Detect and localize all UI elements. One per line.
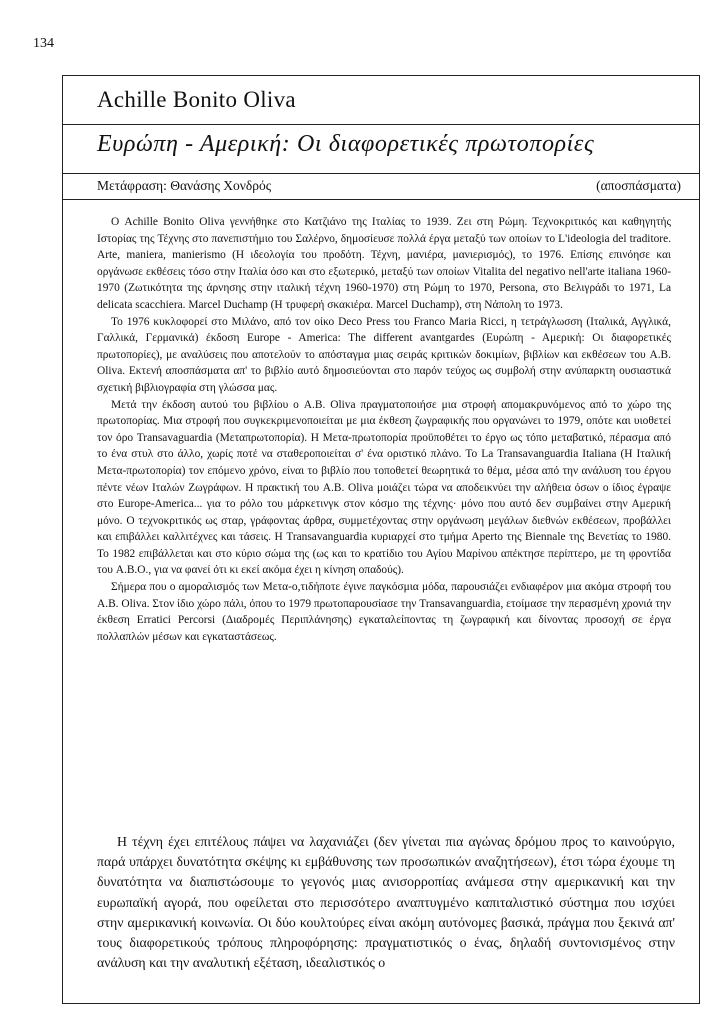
article-body	[97, 832, 675, 973]
intro-paragraph: Μετά την έκδοση αυτού του βιβλίου ο A.B. Oliva πραγματοποιήσε μια στροφή απομακρυνόμενος από το χώρο της πρωτοπορίας. Μια στροφή που συγκεκριμενοποιείται με μια έκθεση ζωγραφικής που οργανώνει το 1979, οπότε και υιοθετεί τον όρο Transavaguardia (Μεταπρωτοπορία). Η Μετα-πρωτοπορία προϋποθέτει το έργο ως τόπο μεταβατικό, πέρασμα από το ένα στυλ στο άλλο, χωρίς ποτέ να σταθεροποιείται σ' ένα οριστικό πλάνο. Το La Transavanguardia Italiana (Η Ιταλική Μετα-πρωτοπορία) τον επόμενο χρόνο, είναι το βιβλίο που τοποθετεί θεωρητικά το θέμα, μέσα από την ανάλυση του έργου πέντε νέων Ιταλών Ζωγράφων. Η πρακτική του A.B. Oliva μοιάζει τώρα να αποδεικνύει την αλήθεια όσων ο ίδιος έγραψε στο Europe-America... για το ρόλο του μάρκετινγκ στον κόσμο της τέχνης· μόνο που αυτό δεν συμβαίνει στην Αμερική μόνο. Ο τεχνοκριτικός ως σταρ, γράφοντας άρθρα, συμμετέχοντας στην οργάνωση μεγάλων διεθνών εκθέσεων, προβάλλει και επιβάλλει καλλιτέχνες και τάσεις. Η Transavanguardia κυριαρχεί στο τμήμα Aperto της Biennale της Βενετίας το 1980. Το 1982 επιβάλλεται και στο κύριο σώμα της (ως και το κρατίδιο του Αγίου Μαρίνου απέκτησε περίπτερο, με τη φροντίδα του A.B.O., για να φανεί ότι κι εκεί ακόμα έχει η κίνηση οπαδούς).	[97, 398, 671, 577]
intro-paragraph: Ο Achille Bonito Oliva γεννήθηκε στο Κατζιάνο της Ιταλίας το 1939. Ζει στη Ρώμη. Τεχνοκριτικός και καθηγητής Ιστορίας της Τέχνης στο πανεπιστήμιο του Σαλέρνο, δημοσίευσε πολλά έργα μεταξύ των οποίων το L'ideologia del traditore. Arte, maniera, manierismo (Η ιδεολογία του προδότη. Τέχνη, μανιέρα, μανιερισμός), το 1976. Επίσης επινόησε και οργάνωσε εκθέσεις τόσο στην Ιταλία όσο και στο εξωτερικό, μεταξύ των οποίων Vitalita del negativo nell'arte italiana 1960-1970 (Ζωτικότητα της άρνησης στην ιταλική τέχνη 1960-1970) στη Ρώμη το 1970, Persona, στο Βελιγράδι το 1971, La delicata scacchiera. Marcel Duchamp (Η τρυφερή σκακιέρα. Marcel Duchamp), στη Νάπολη το 1973.	[97, 216, 671, 311]
page-number: 134	[33, 36, 54, 51]
title-rule	[62, 173, 699, 174]
body-paragraph: Η τέχνη έχει επιτέλους πάψει να λαχανιάζει (δεν γίνεται πια αγώνας δρόμου προς το καινούργιο, παρά υπάρχει δυνατότητα σκέψης κι εμβάθυνσης των προσωπικών αναζητήσεων), έτσι τώρα έχουμε τη δυνατότητα να διαπιστώσουμε το γεγονός μιας ανισορροπίας ανάμεσα στην αμερικανική και την ευρωπαϊκή αγορά, που οφείλεται στο περισσότερο αναπτυγμένο καπιταλιστικό σύστημα που ισχύει στην αμερικανική κοινωνία. Οι δύο κουλτούρες είναι ακόμη αυτόνομες βασικά, πράγμα που ξεκινά απ' τους διαφορετικούς τρόπους πληροφόρησης: πραγματιστικός ο ένας, δηλαδή συντονισμένος στην ανάλυση και την αναλυτική εξέταση, ιδεαλιστικός ο	[97, 834, 675, 971]
article-title: Ευρώπη - Αμερική: Οι διαφορετικές πρωτοπορίες	[97, 131, 595, 157]
article-author: Achille Bonito Oliva	[97, 87, 296, 112]
excerpts-note: (αποσπάσματα)	[596, 178, 681, 193]
intro-paragraph: Το 1976 κυκλοφορεί στο Μιλάνο, από τον οίκο Deco Press του Franco Maria Ricci, η τετράγλωσση (Ιταλικά, Αγγλικά, Γαλλικά, Γερμανικά) έκδοση Europe - America: The different avantgardes (Ευρώπη - Αμερική: Οι διαφορετικές πρωτοπορίες), με αναλύσεις που αποτελούν το απόσταγμα μιας σειράς κριτικών δοκιμίων, βιβλίων και εκθέσεων του A.B. Oliva. Εκτενή αποσπάσματα απ' το βιβλίο αυτό δημοσιεύονται στο παρόν τεύχος ως συμβολή στην ανύπαρκτη ουσιαστικά σχετική βιβλιογραφία στη γλώσσα μας.	[97, 315, 671, 394]
translator-rule	[62, 199, 699, 200]
intro-paragraph: Σήμερα που ο αμοραλισμός των Μετα-ο,τιδήποτε έγινε παγκόσμια μόδα, παρουσιάζει ενδιαφέρον μια ακόμα στροφή του A.B. Oliva. Στον ίδιο χώρο πάλι, όπου το 1979 πρωτοπαρουσίασε την Transavanguardia, ετοίμασε την περασμένη χρονιά την έκθεση Erratici Percorsi (Διαδρομές Περιπλάνησης) εγκαταλείποντας τη ζωγραφική και δίνοντας προσοχή σε έργα πολλαπλών μέσων και εγκαταστάσεως.	[97, 581, 671, 643]
author-rule	[62, 124, 699, 125]
intro-section	[97, 214, 671, 645]
translator-credit: Μετάφραση: Θανάσης Χονδρός	[97, 178, 272, 193]
frame-top-rule	[62, 75, 699, 76]
